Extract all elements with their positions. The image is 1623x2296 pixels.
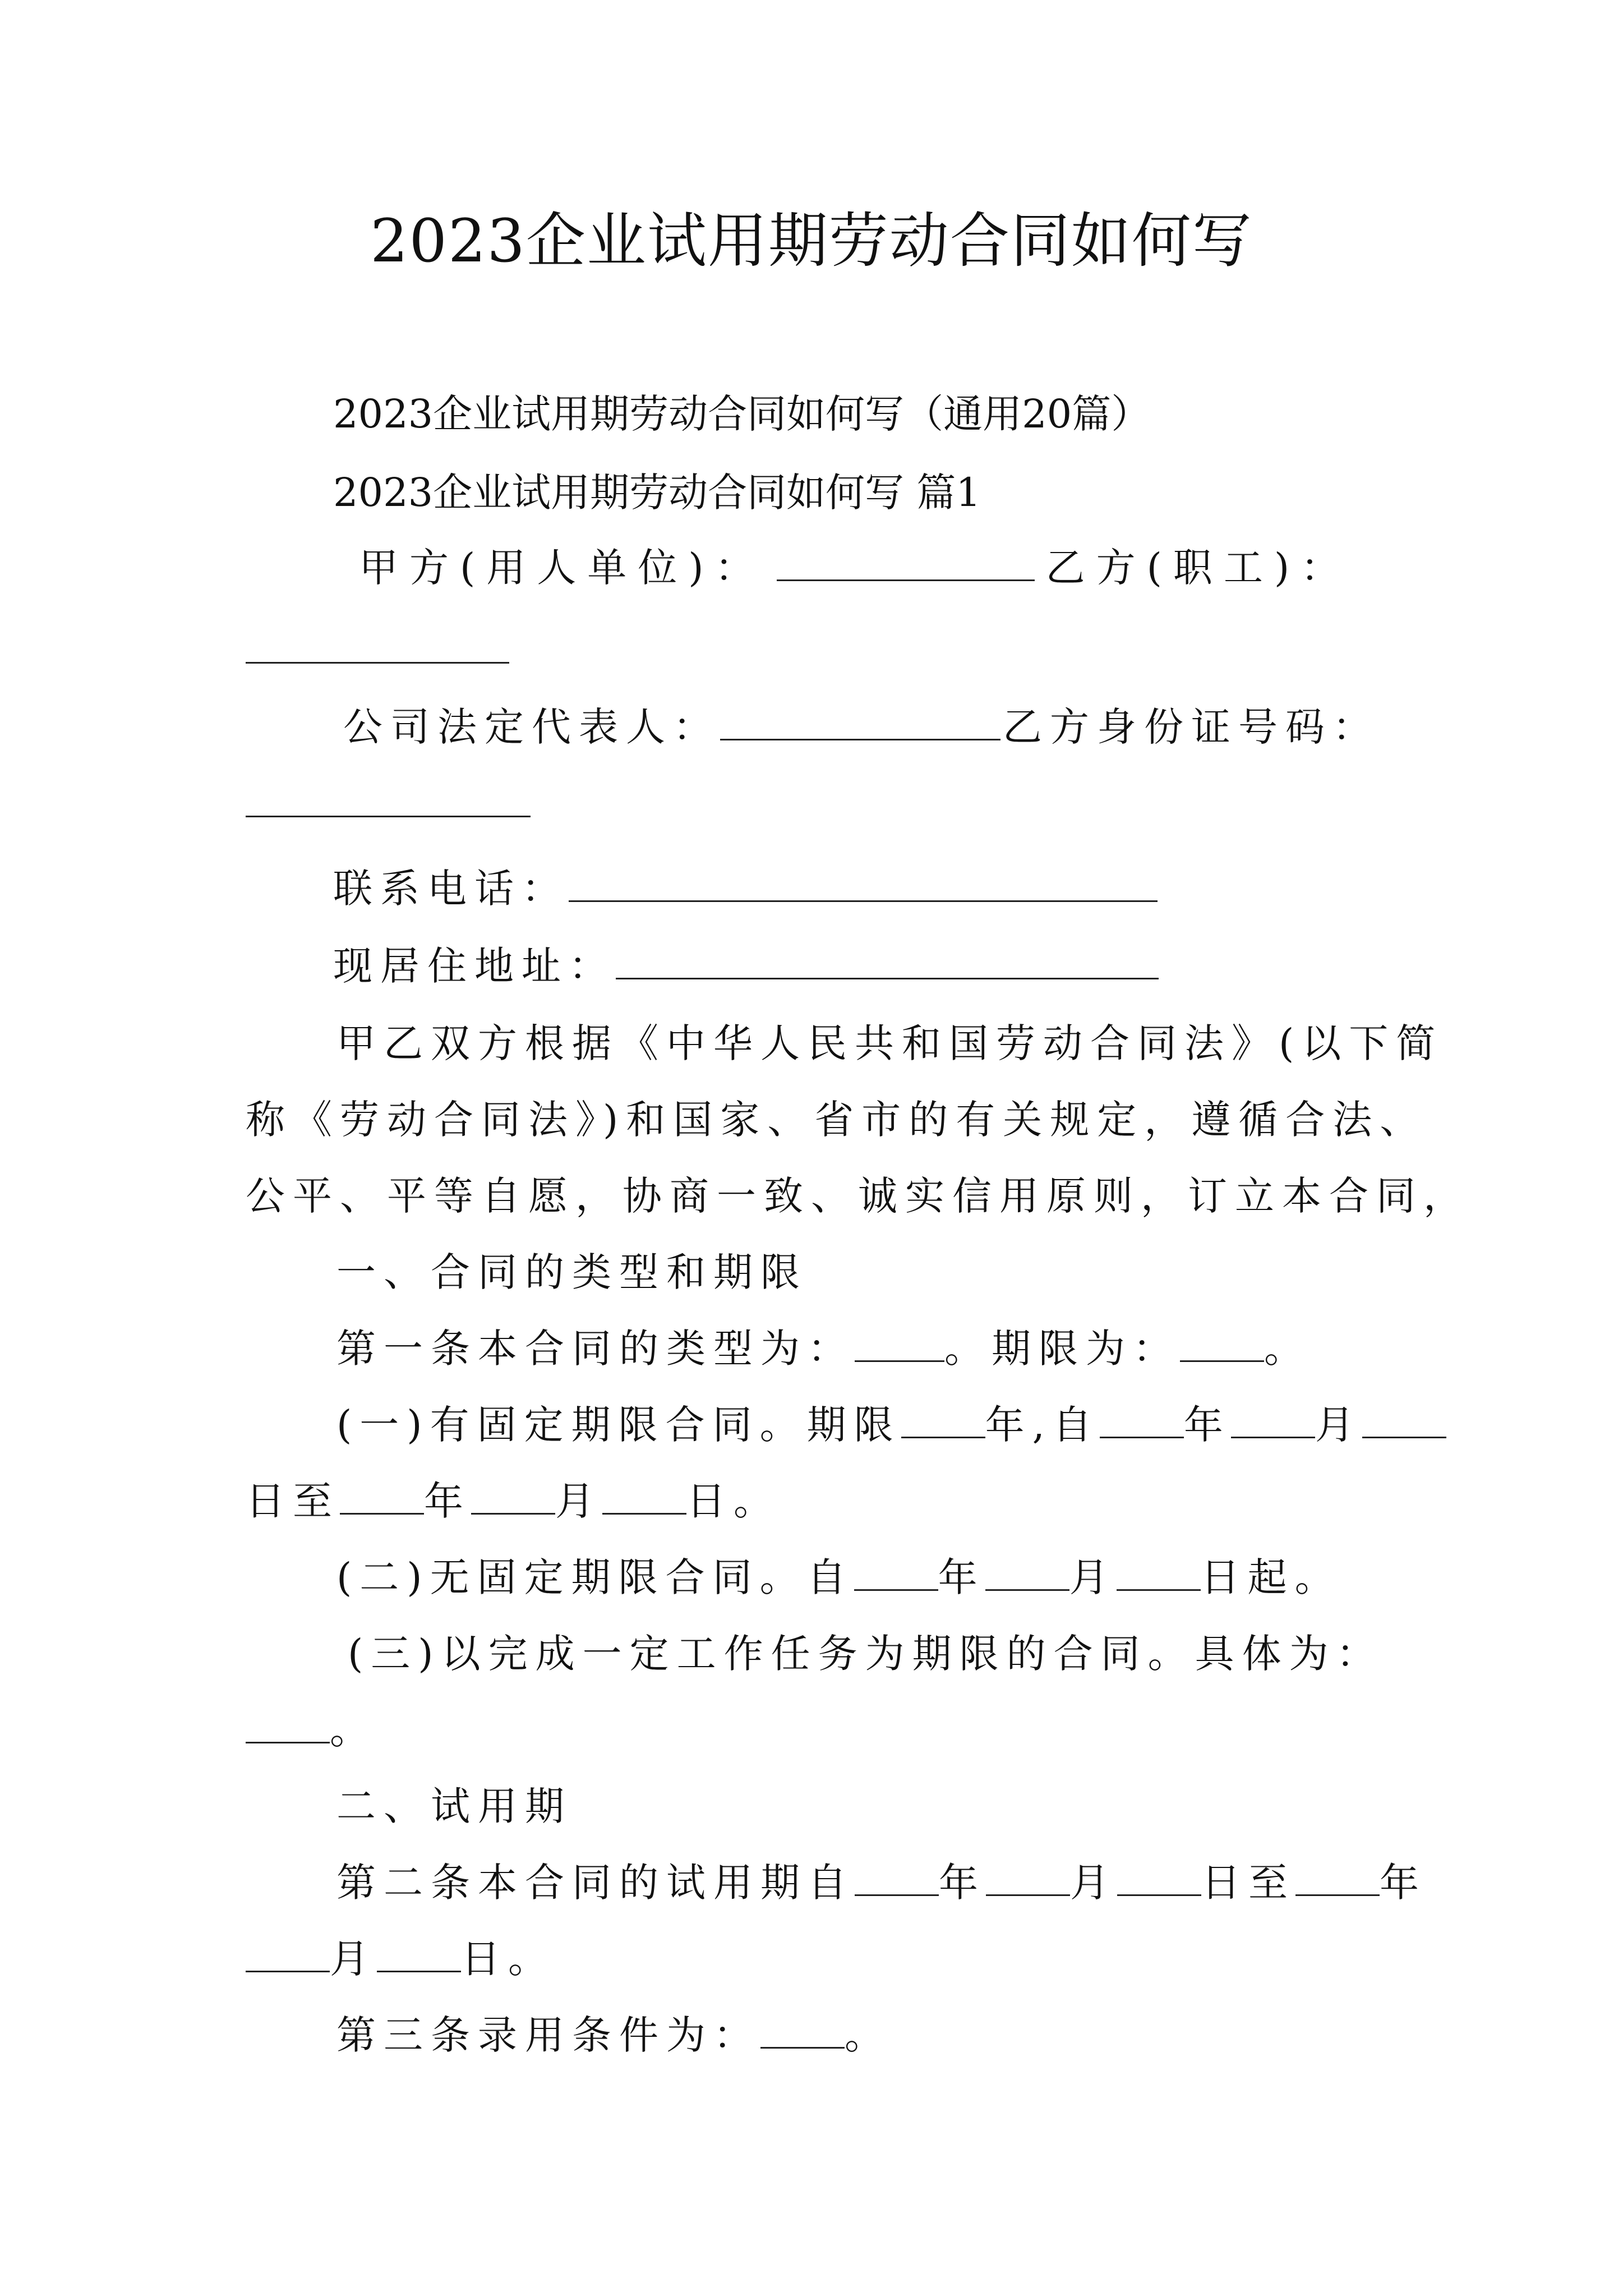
contract-type-blank <box>855 1356 944 1362</box>
chapter-1-heading: 一、合同的类型和期限 <box>336 1249 808 1295</box>
address-line <box>333 938 1159 994</box>
phone-line <box>333 861 1158 917</box>
item-1-continued: 日至 年 月 日。 <box>246 1478 781 1524</box>
hiring-conditions-blank <box>760 2042 845 2049</box>
document-title: 2023企业试用期劳动合同如何写 <box>370 206 1253 275</box>
item-3: (三)以完成一定工作任务为期限的合同。具体为： <box>348 1631 1384 1677</box>
legal-rep-blank <box>720 734 1000 740</box>
item-2: (二)无固定期限合同。自 年 月 日起。 <box>336 1554 1342 1600</box>
party-a-blank <box>777 575 1035 581</box>
item-3-continued: 。 <box>246 1702 369 1758</box>
article-1: 第一条本合同的类型为： 。期限为： 。 <box>336 1326 1311 1372</box>
rep-line <box>343 699 1380 755</box>
party-b-blank <box>246 662 509 664</box>
address-label: 现居住地址： <box>333 943 616 989</box>
item-1: (一)有固定期限合同。期限 年,自 年 月 <box>336 1397 1446 1453</box>
legal-rep-label: 公司法定代表人： <box>343 704 720 750</box>
phone-blank <box>569 896 1158 902</box>
party-b-label: 乙方(职工)： <box>1045 545 1352 591</box>
contract-term-blank <box>1180 1356 1264 1362</box>
party-line <box>359 540 1351 596</box>
intro-line-1: 甲乙双方根据《中华人民共和国劳动合同法》(以下简 <box>336 1020 1444 1066</box>
party-a-label: 甲方(用人单位)： <box>359 545 766 591</box>
article-2: 第二条本合同的试用期自 年 月 日至 年 <box>336 1860 1427 1906</box>
section-heading: 2023企业试用期劳动合同如何写 篇1 <box>333 470 981 516</box>
address-blank <box>616 973 1159 979</box>
intro-line-3: 公平、平等自愿，协商一致、诚实信用原则，订立本合同， <box>246 1173 1470 1219</box>
document-subtitle: 2023企业试用期劳动合同如何写（通用20篇） <box>333 391 1151 437</box>
phone-label: 联系电话： <box>333 866 569 912</box>
id-number-blank <box>246 816 531 817</box>
chapter-2-heading: 二、试用期 <box>336 1783 572 1829</box>
intro-line-2: 称《劳动合同法》)和国家、省市的有关规定，遵循合法、 <box>246 1097 1427 1143</box>
id-number-label: 乙方身份证号码： <box>1003 704 1380 750</box>
article-2-continued: 月 日。 <box>246 1931 555 1987</box>
article-3: 第三条录用条件为： 。 <box>336 2012 892 2058</box>
